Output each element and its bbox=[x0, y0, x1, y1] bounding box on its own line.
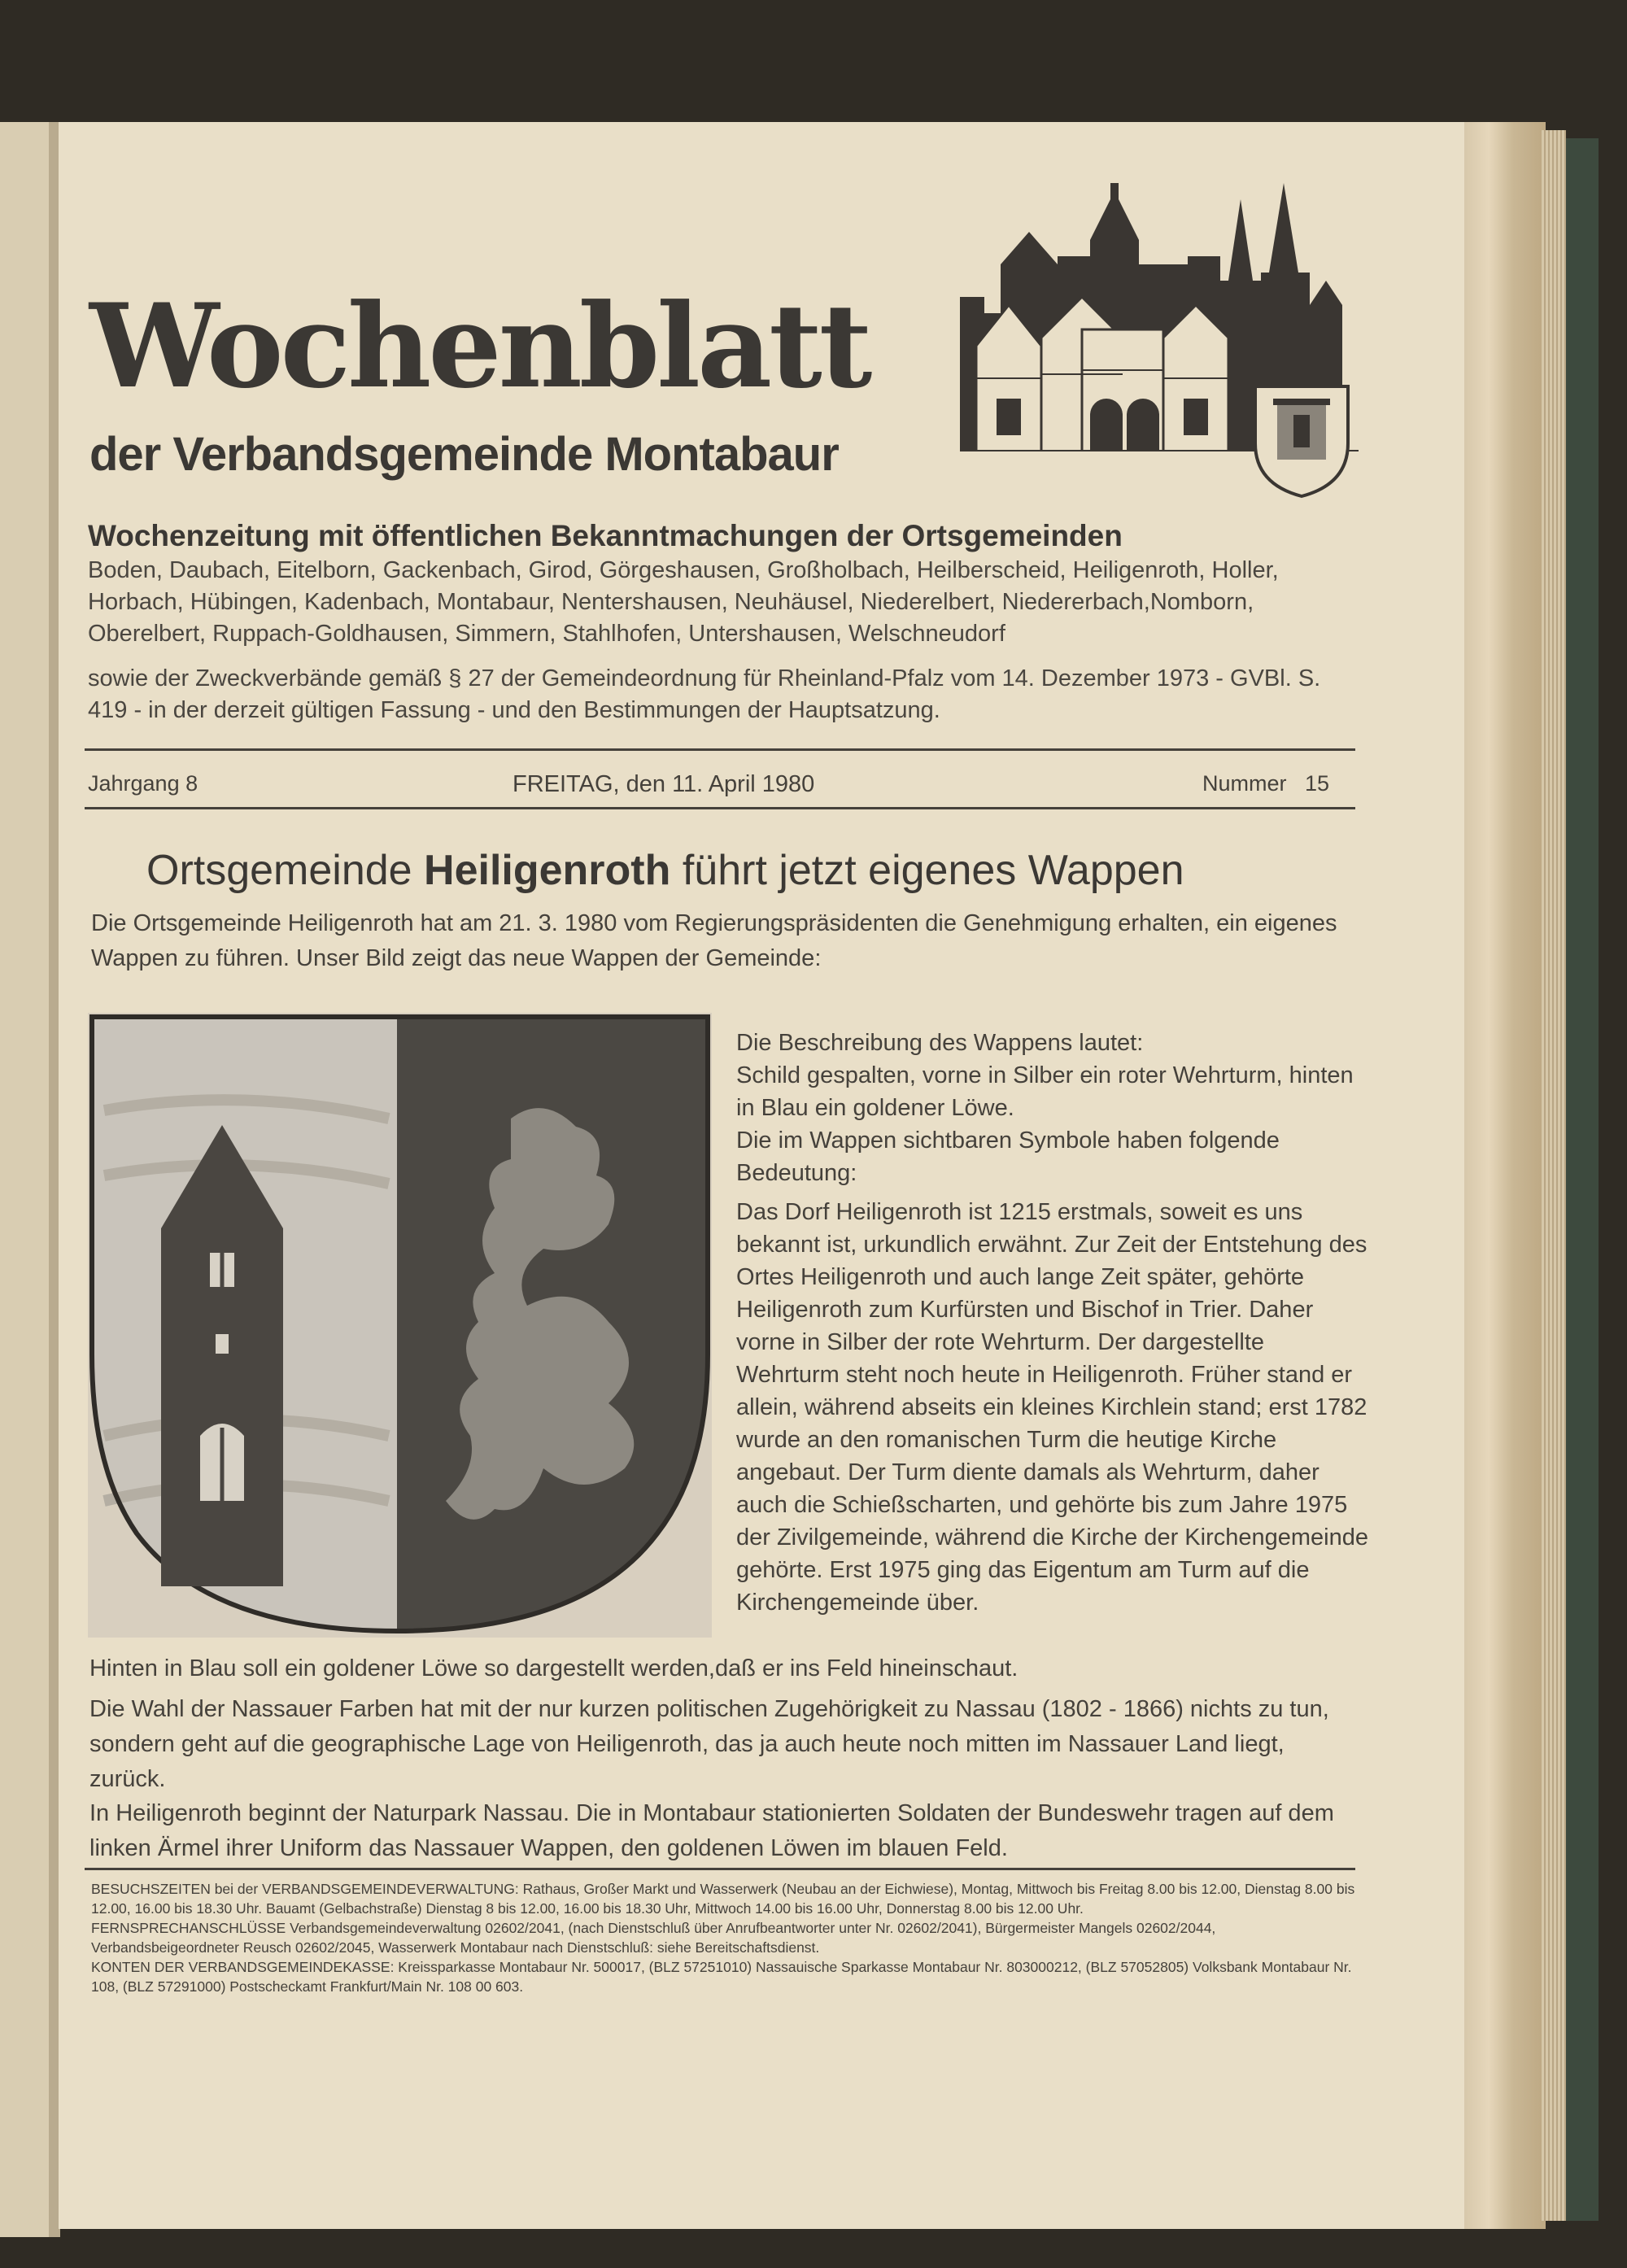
footer-info bbox=[91, 1879, 1356, 1996]
symbols-intro: Die im Wappen sichtbaren Symbole haben folgende Bedeutung: bbox=[736, 1127, 1280, 1186]
headline-bold-town: Heiligenroth bbox=[424, 847, 671, 894]
lion-paragraph: Hinten in Blau soll ein goldener Löwe so dargestellt werden,daß er ins Feld hineinschaut. bbox=[89, 1655, 1019, 1681]
footer-divider bbox=[85, 1868, 1355, 1870]
volume-label: Jahrgang 8 bbox=[88, 771, 198, 796]
issue-number: Nummer 15 bbox=[1202, 771, 1330, 796]
blazon-text: Schild gespalten, vorne in Silber ein roter Wehrturm, hinten in Blau ein goldener Löwe. bbox=[736, 1062, 1354, 1121]
page-stack-edge bbox=[1542, 130, 1566, 2221]
page-gutter-shadow bbox=[1464, 122, 1546, 2229]
member-towns-list: Boden, Daubach, Eitelborn, Gackenbach, Girod, Görgeshausen, Großholbach, Heilberscheid, Heiligenroth, Holler, Horbach, Hübingen, Kadenbach, Montabaur, Nentershausen, Neuhäusel, Niederelbert, Niedererbach,Nomborn, Oberelbert, Ruppach-Goldhausen, Simmern, Stahlhofen, Untershausen, Welschneudorf bbox=[88, 557, 1279, 647]
issue-date: FREITAG, den 11. April 1980 bbox=[513, 771, 815, 797]
footer-bank-accounts: KONTEN DER VERBANDSGEMEINDEKASSE: Kreissparkasse Montabaur Nr. 500017, (BLZ 57251010) Nassauische Sparkasse Montabaur Nr. 803000212, (BLZ 57052805) Volksbank Montabaur Nr. 108, (BLZ 57291000) Postscheckamt Frankfurt/Main Nr. 108 00 603. bbox=[91, 1959, 1352, 1995]
divider-top bbox=[85, 748, 1355, 751]
description-heading: Die Beschreibung des Wappens lautet: bbox=[736, 1030, 1144, 1056]
montabaur-crest-icon bbox=[1249, 378, 1354, 500]
masthead-subtitle: der Verbandsgemeinde Montabaur bbox=[89, 428, 839, 481]
footer-phone-numbers: FERNSPRECHANSCHLÜSSE Verbandsgemeindeverwaltung 02602/2041, (nach Dienstschluß über Anrufbeantworter unter Nr. 02602/2041), Bürgermeister Mangels 02602/2044, Verbandsbeigeordneter Reusch 02602/2045, Wasserwerk Montabaur nach Dienstschluß: siehe Bereitschaftsdienst. bbox=[91, 1920, 1216, 1956]
tagline: Wochenzeitung mit öffentlichen Bekanntmachungen der Ortsgemeinden bbox=[88, 519, 1123, 552]
nassau-paragraph: Die Wahl der Nassauer Farben hat mit der nur kurzen politischen Zugehörigkeit zu Nassau (1802 - 1866) nichts zu tun, sondern geht auf die geographische Lage von Heiligenroth, das ja auch heute noch mitten im Nassauer Land liegt, zurück. bbox=[89, 1696, 1329, 1792]
description-column bbox=[736, 1027, 1371, 1619]
book-cover-edge bbox=[1566, 138, 1599, 2221]
history-paragraph: Das Dorf Heiligenroth ist 1215 erstmals, soweit es uns bekannt ist, urkundlich erwähnt. Zur Zeit der Entstehung des Ortes Heiligenroth und auch lange Zeit später, gehörte Heiligenroth zum Kurfürsten und Bischof in Trier. Daher vorne in Silber der rote Wehrturm. Der dargestellte Wehrturm steht noch heute in Heiligenroth. Früher stand er allein, während abseits ein kleines Kirchlein stand; erst 1782 wurde an den romanischen Turm die heutige Kirche angebaut. Der Turm diente damals als Wehrturm, daher auch die Schießscharten, und gehörte bis zum Jahre 1975 der Zivilgemeinde, während die Kirche der Kirchengemeinde gehörte. Erst 1975 ging das Eigentum am Turm auf die Kirchengemeinde über. bbox=[736, 1199, 1368, 1616]
heiligenroth-coat-of-arms-image bbox=[88, 1013, 712, 1638]
article-headline: Ortsgemeinde Heiligenroth führt jetzt eigenes Wappen bbox=[146, 847, 1184, 894]
footer-office-hours: BESUCHSZEITEN bei der VERBANDSGEMEINDEVERWALTUNG: Rathaus, Großer Markt und Wasserwerk (Neubau an der Eichwiese), Montag, Mittwoch bis Freitag 8.00 bis 12.00, Dienstag 8.00 bis 12.00, 16.00 bis 18.30 Uhr. Bauamt (Gelbachstraße) Dienstag 8 bis 12.00, 16.00 bis 18.30 Uhr, Mittwoch 14.00 bis 16.00 Uhr, Donnerstag 8.00 bis 12.00 Uhr. bbox=[91, 1881, 1355, 1917]
legal-note: sowie der Zweckverbände gemäß § 27 der Gemeindeordnung für Rheinland-Pfalz vom 14. Dezember 1973 - GVBl. S. 419 - in der derzeit gültigen Fassung - und den Bestimmungen der Hauptsatzung. bbox=[88, 665, 1321, 723]
divider-bottom bbox=[85, 807, 1355, 809]
masthead-title: Wochenblatt bbox=[89, 279, 870, 414]
naturpark-paragraph: In Heiligenroth beginnt der Naturpark Nassau. Die in Montabaur stationierten Soldaten der Bundeswehr tragen auf dem linken Ärmel ihrer Uniform das Nassauer Wappen, den goldenen Löwen im blauen Feld. bbox=[89, 1800, 1334, 1861]
article-intro: Die Ortsgemeinde Heiligenroth hat am 21. 3. 1980 vom Regierungspräsidenten die Genehmigung erhalten, ein eigenes Wappen zu führen. Unser Bild zeigt das neue Wappen der Gemeinde: bbox=[91, 910, 1337, 971]
